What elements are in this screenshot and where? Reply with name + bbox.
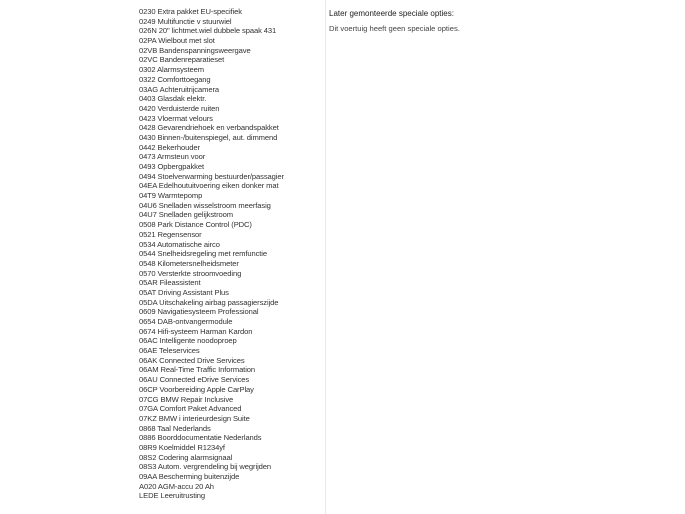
- option-item: 0493 Opbergpakket: [139, 162, 205, 171]
- option-item: 0302 Alarmsysteem: [139, 65, 204, 75]
- option-item: 0674 Hifi-systeem Harman Kardon: [139, 326, 253, 336]
- option-item: 0403 Glasdak elektr.: [139, 94, 207, 104]
- option-item: 02VC Bandenreparatieset: [139, 55, 225, 65]
- option-item: 0609 Navigatiesysteem Professional: [139, 307, 259, 317]
- option-item: 04EA Edelhoutuitvoering eiken donker mat: [139, 181, 279, 191]
- later-options-text: Dit voertuig heeft geen speciale opties.: [329, 24, 460, 33]
- option-item: 07CG BMW Repair Inclusive: [139, 394, 234, 404]
- option-item: 06AM Real-Time Traffic Information: [139, 365, 256, 375]
- option-item: 0249 Multifunctie v stuurwiel: [139, 16, 232, 26]
- option-item: 0442 Bekerhouder: [139, 142, 200, 152]
- option-item: 07KZ BMW i interieurdesign Suite: [139, 413, 250, 423]
- option-item: A020 AGM-accu 20 Ah: [139, 481, 214, 491]
- option-item: 0868 Taal Nederlands: [139, 423, 211, 433]
- option-item: 05AT Driving Assistant Plus: [139, 287, 229, 297]
- option-item: 0548 Kilometersnelheidsmeter: [139, 258, 239, 268]
- option-item: 0544 Snelheidsregeling met remfunctie: [139, 249, 268, 259]
- option-item: 0423 Vloermat velours: [139, 113, 213, 123]
- option-item: 0654 DAB-ontvangermodule: [139, 317, 233, 326]
- factory-options-column: [139, 7, 319, 501]
- option-item: 08R9 Koelmiddel R1234yf: [139, 442, 225, 452]
- option-item: 02VB Bandenspanningsweergave: [139, 45, 251, 55]
- option-item: 09AA Bescherming buitenzijde: [139, 472, 240, 481]
- option-item: 0508 Park Distance Control (PDC): [139, 220, 252, 230]
- option-item: 0428 Gevarendriehoek en verbandspakket: [139, 123, 279, 133]
- option-item: 08S3 Autom. vergrendeling bij wegrijden: [139, 462, 272, 472]
- option-item: 0230 Extra pakket EU-specifiek: [139, 7, 242, 16]
- option-item: 0322 Comforttoegang: [139, 74, 211, 84]
- option-item: 0886 Boorddocumentatie Nederlands: [139, 433, 262, 443]
- option-item: 06AK Connected Drive Services: [139, 355, 245, 365]
- option-item: 0494 Stoelverwarming bestuurder/passagier: [139, 171, 284, 181]
- option-item: 0534 Automatische airco: [139, 239, 220, 249]
- option-item: 04T9 Warmtepomp: [139, 191, 203, 201]
- option-item: 07GA Comfort Paket Advanced: [139, 404, 242, 414]
- option-item: 0430 Binnen-/buitenspiegel, aut. dimmend: [139, 132, 278, 142]
- later-options-column: [329, 9, 629, 34]
- option-item: 0420 Verduisterde ruiten: [139, 103, 220, 113]
- option-item: 06CP Voorbereiding Apple CarPlay: [139, 384, 254, 394]
- option-item: 08S2 Codering alarmsignaal: [139, 452, 233, 462]
- option-item: 05AR Fileassistent: [139, 278, 201, 288]
- option-item: 04U7 Snelladen gelijkstroom: [139, 210, 233, 220]
- option-item: 0570 Versterkte stroomvoeding: [139, 268, 242, 278]
- option-item: 02PA Wielbout met slot: [139, 36, 215, 46]
- option-item: 06AE Teleservices: [139, 346, 200, 356]
- option-item: 0521 Regensensor: [139, 229, 202, 239]
- option-item: 03AG Achteruitrijcamera: [139, 84, 220, 94]
- later-options-heading: Later gemonteerde speciale opties:: [329, 9, 454, 18]
- option-item: 06AC Intelligente noodoproep: [139, 336, 237, 346]
- factory-options-list: [139, 7, 319, 501]
- option-item: 0473 Armsteun voor: [139, 152, 206, 162]
- option-item: 026N 20" lichtmet.wiel dubbele spaak 431: [139, 26, 277, 36]
- option-item: 06AU Connected eDrive Services: [139, 375, 250, 385]
- column-divider: [325, 0, 326, 514]
- option-item: LEDE Leeruitrusting: [139, 491, 206, 501]
- option-item: 04U6 Snelladen wisselstroom meerfasig: [139, 200, 271, 210]
- option-item: 05DA Uitschakeling airbag passagierszijde: [139, 297, 279, 307]
